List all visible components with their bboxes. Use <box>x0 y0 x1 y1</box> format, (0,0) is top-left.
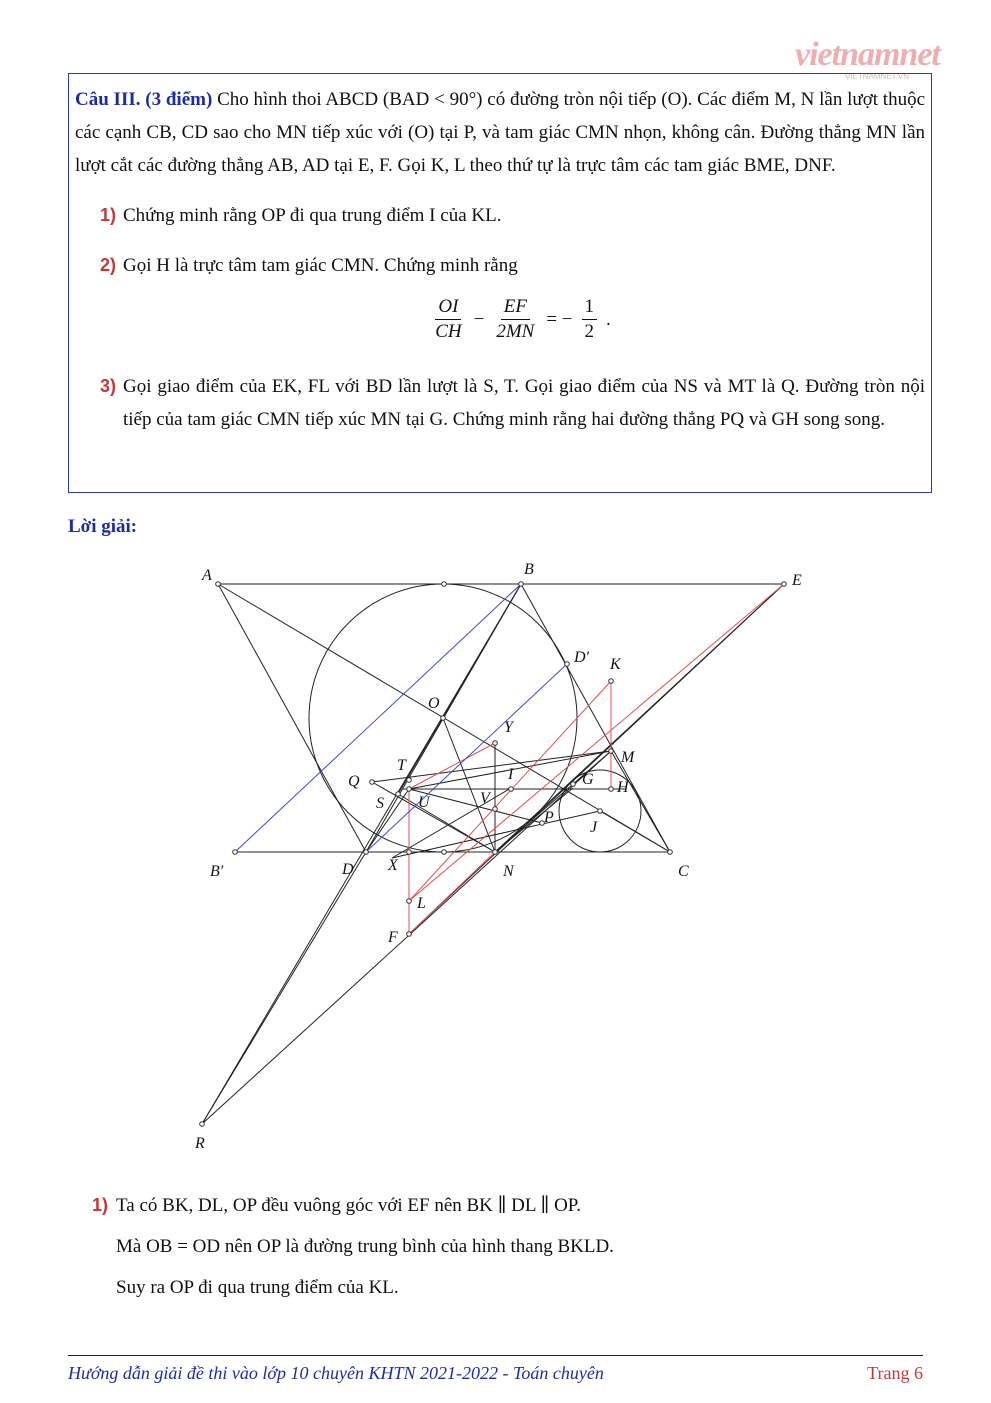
footer-title: Hướng dẫn giải đề thi vào lớp 10 chuyên KHTN 2021-2022 - Toán chuyên <box>68 1363 604 1383</box>
solution-title: Lời giải: <box>68 516 138 537</box>
label-T: T <box>397 757 406 774</box>
label-V: V <box>480 790 490 807</box>
solution-line: Mà OB = OD nên OP là đường trung bình của hình thang BKLD. <box>116 1236 614 1257</box>
watermark-sub: VIETNAMNET.VN <box>845 72 910 81</box>
item-text: Chứng minh rằng OP đi qua trung điểm I của KL. <box>123 205 502 226</box>
blue-lines <box>235 584 567 852</box>
denominator: 2MN <box>496 320 535 342</box>
figure-labels <box>194 561 802 1152</box>
label-O: O <box>428 695 440 712</box>
label-Y: Y <box>504 719 513 736</box>
period: . <box>606 308 611 330</box>
label-D: D <box>342 861 354 878</box>
solution-row <box>68 1267 928 1308</box>
solution-part-1 <box>68 1185 928 1308</box>
item-2 <box>75 249 925 282</box>
label-U: U <box>418 794 430 811</box>
label-Q: Q <box>348 773 360 790</box>
label-K: K <box>610 656 621 673</box>
numerator: OI <box>435 295 461 320</box>
footer-divider <box>68 1355 923 1356</box>
label-B: B <box>524 561 534 578</box>
fraction-oi-ch <box>432 295 464 344</box>
equals-sign: = − <box>546 308 573 330</box>
solution-line: Suy ra OP đi qua trung điểm của KL. <box>116 1277 399 1298</box>
label-D-prime: D′ <box>574 649 590 666</box>
label-X: X <box>388 857 398 874</box>
page-number: Trang 6 <box>867 1363 923 1383</box>
label-C: C <box>678 863 689 880</box>
item-number: 3) <box>99 376 116 396</box>
numerator: 1 <box>582 295 598 320</box>
item-3 <box>75 370 925 436</box>
item-1 <box>75 199 925 232</box>
label-F: F <box>388 929 398 946</box>
item-number: 2) <box>99 255 116 275</box>
item-text: Gọi H là trực tâm tam giác CMN. Chứng minh rằng <box>123 255 518 276</box>
geometry-figure <box>190 558 820 1158</box>
label-S: S <box>376 795 384 812</box>
item-number: 1) <box>99 205 116 225</box>
solution-line: Ta có BK, DL, OP đều vuông góc với EF nên BK ∥ DL ∥ OP. <box>116 1195 581 1216</box>
solution-row <box>68 1226 928 1267</box>
spacer <box>68 1267 116 1308</box>
label-I: I <box>508 766 514 783</box>
numerator: EF <box>501 295 530 320</box>
problem-text: Cho hình thoi ABCD (BAD < 90°) có đường tròn nội tiếp (O). Các điểm M, N lần lượt thuộc các cạnh CB, CD sao cho MN tiếp xúc với (O) tại P, và tam giác CMN nhọn, không cân. Đường thẳng MN lần lượt cắt các đường thẳng AB, AD tại E, F. Gọi K, L theo thứ tự là trực tâm các tam giác BME, DNF. <box>75 89 925 176</box>
equation <box>117 282 925 356</box>
label-M: M <box>621 749 635 766</box>
watermark-logo: vietnamnet <box>795 36 940 73</box>
label-R: R <box>195 1135 205 1152</box>
label-G: G <box>582 771 594 788</box>
problem-statement <box>75 83 925 182</box>
denominator: 2 <box>584 320 595 342</box>
label-J: J <box>590 819 598 836</box>
label-H: H <box>617 779 629 796</box>
spacer <box>68 1226 116 1267</box>
problem-heading: Câu III. (3 điểm) <box>75 89 213 110</box>
problem-box <box>68 73 932 493</box>
label-E: E <box>792 572 802 589</box>
denominator: CH <box>435 320 462 342</box>
solution-number: 1) <box>91 1195 108 1215</box>
label-N: N <box>503 863 514 880</box>
label-L: L <box>417 895 426 912</box>
label-P: P <box>544 809 554 826</box>
label-A: A <box>202 567 212 584</box>
minus-sign: − <box>473 308 485 330</box>
fraction-one-half <box>582 295 598 344</box>
item-text: Gọi giao điểm của EK, FL với BD lần lượt là S, T. Gọi giao điểm của NS và MT là Q. Đường tròn nội tiếp của tam giác CMN tiếp xúc MN tại G. Chứng minh rằng hai đường thẳng PQ và GH song song. <box>123 376 925 430</box>
label-B-prime: B′ <box>210 863 224 880</box>
fraction-ef-2mn <box>493 295 537 344</box>
solution-row <box>68 1185 928 1226</box>
